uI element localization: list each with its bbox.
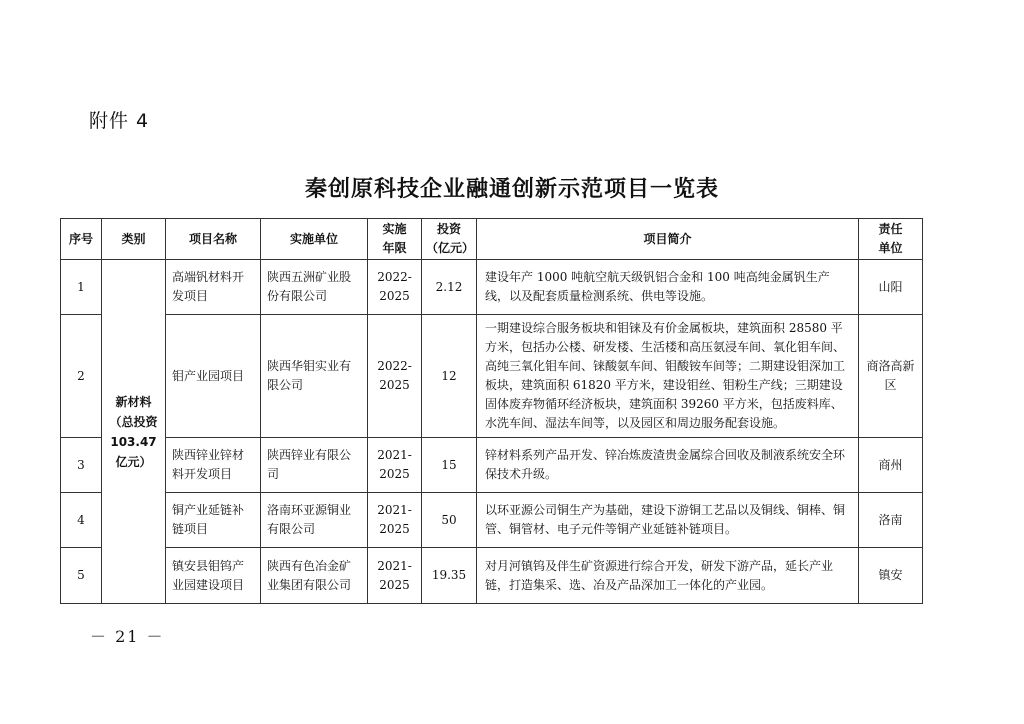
cell-investment: 12 <box>422 315 477 438</box>
table-row <box>61 315 923 438</box>
cell-unit: 陕西五洲矿业股份有限公司 <box>261 260 368 315</box>
cell-responsible: 洛南 <box>859 493 923 548</box>
cell-seq: 5 <box>61 548 102 604</box>
header-investment: 投资 （亿元） <box>422 219 477 260</box>
cell-investment: 50 <box>422 493 477 548</box>
header-category: 类别 <box>102 219 166 260</box>
attachment-label: 附件 4 <box>89 110 150 132</box>
cell-investment: 2.12 <box>422 260 477 315</box>
cell-period: 2021-2025 <box>368 493 422 548</box>
cell-description: 以环亚源公司铜生产为基础，建设下游铜工艺品以及铜线、铜棒、铜管、铜管材、电子元件等铜产业延链补链项目。 <box>477 493 859 548</box>
cell-responsible: 山阳 <box>859 260 923 315</box>
cell-description: 一期建设综合服务板块和钼铼及有价金属板块，建筑面积 28580 平方米，包括办公楼、研发楼、生活楼和高压氨浸车间、氧化钼车间、高纯三氧化钼车间、铼酸氨车间、钼酸铵车间等；二期建设钼深加工板块，建筑面积 61820 平方米，建设钼丝、钼粉生产线；三期建设固体废弃物循环经济板块，建筑面积 39260 平方米，包括废料库、水洗车间、湿法车间等，以及园区和周边服务配套设施。 <box>477 315 859 438</box>
cell-responsible: 商洛高新区 <box>859 315 923 438</box>
header-seq: 序号 <box>61 219 102 260</box>
cell-name: 高端钒材料开发项目 <box>166 260 261 315</box>
cell-description: 对月河镇钨及伴生矿资源进行综合开发，研发下游产品，延长产业链，打造集采、选、冶及产品深加工一体化的产业园。 <box>477 548 859 604</box>
cell-seq: 4 <box>61 493 102 548</box>
table-row <box>61 260 923 315</box>
cell-period: 2021-2025 <box>368 438 422 493</box>
cell-name: 铜产业延链补链项目 <box>166 493 261 548</box>
cell-unit: 洛南环亚源铜业有限公司 <box>261 493 368 548</box>
cell-name: 镇安县钼钨产业园建设项目 <box>166 548 261 604</box>
table-row <box>61 438 923 493</box>
cell-investment: 15 <box>422 438 477 493</box>
cell-responsible: 商州 <box>859 438 923 493</box>
table-row <box>61 493 923 548</box>
cell-name: 陕西锌业锌材料开发项目 <box>166 438 261 493</box>
header-name: 项目名称 <box>166 219 261 260</box>
header-unit: 实施单位 <box>261 219 368 260</box>
cell-name: 钼产业园项目 <box>166 315 261 438</box>
cell-investment: 19.35 <box>422 548 477 604</box>
cell-period: 2022-2025 <box>368 260 422 315</box>
page-number: － 21 － <box>90 627 165 646</box>
header-responsible: 责任 单位 <box>859 219 923 260</box>
cell-unit: 陕西锌业有限公司 <box>261 438 368 493</box>
header-description: 项目简介 <box>477 219 859 260</box>
cell-category: 新材料 （总投资 103.47 亿元） <box>102 260 166 604</box>
cell-period: 2022-2025 <box>368 315 422 438</box>
document-title: 秦创原科技企业融通创新示范项目一览表 <box>304 177 719 202</box>
cell-description: 锌材料系列产品开发、锌冶炼废渣贵金属综合回收及制液系统安全环保技术升级。 <box>477 438 859 493</box>
project-table <box>60 218 923 604</box>
header-period: 实施 年限 <box>368 219 422 260</box>
cell-seq: 1 <box>61 260 102 315</box>
cell-period: 2021-2025 <box>368 548 422 604</box>
cell-description: 建设年产 1000 吨航空航天级钒铝合金和 100 吨高纯金属钒生产线，以及配套质量检测系统、供电等设施。 <box>477 260 859 315</box>
table-row <box>61 548 923 604</box>
cell-seq: 2 <box>61 315 102 438</box>
cell-responsible: 镇安 <box>859 548 923 604</box>
cell-seq: 3 <box>61 438 102 493</box>
cell-unit: 陕西有色冶金矿业集团有限公司 <box>261 548 368 604</box>
table-header-row <box>61 219 923 260</box>
cell-unit: 陕西华钼实业有限公司 <box>261 315 368 438</box>
